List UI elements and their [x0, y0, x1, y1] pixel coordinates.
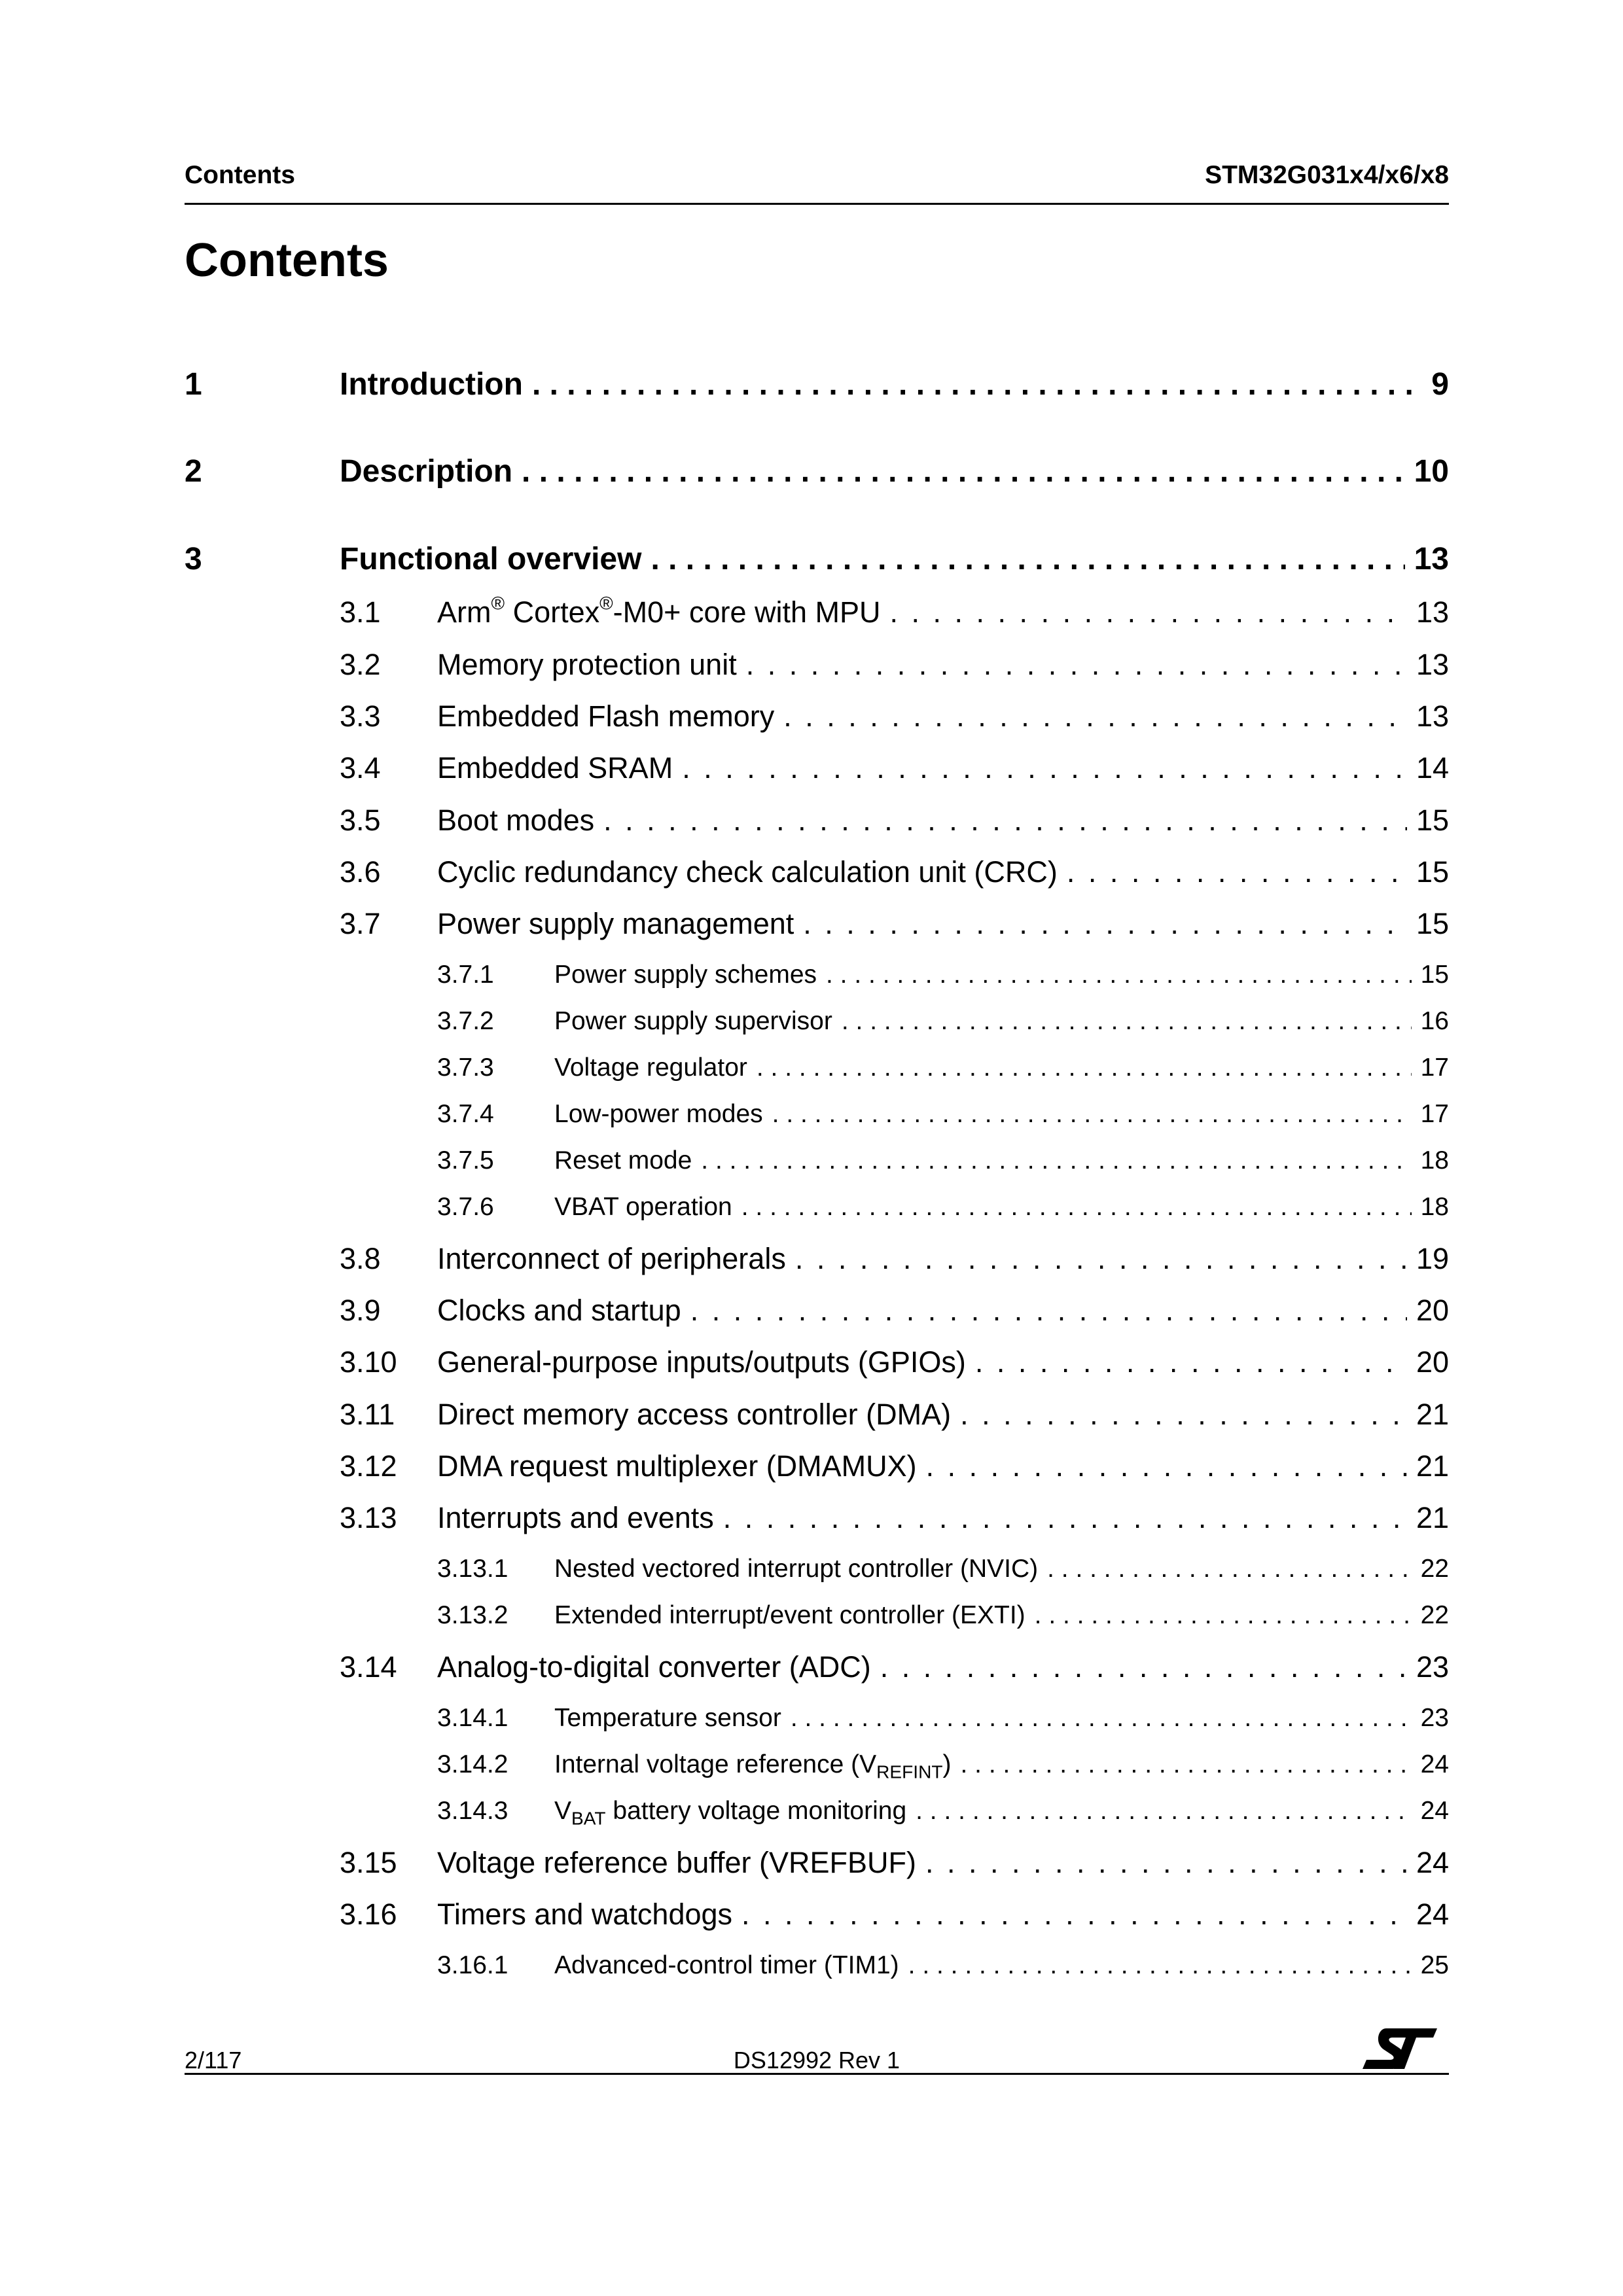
header-section: Contents [185, 161, 295, 189]
toc-leader [880, 1650, 1407, 1684]
toc-page: 16 [1420, 1007, 1449, 1035]
toc-page: 24 [1416, 1898, 1449, 1931]
toc-leader [723, 1501, 1407, 1535]
toc-label: DMA request multiplexer (DMAMUX) [437, 1449, 917, 1483]
toc-leader [925, 1846, 1407, 1880]
toc-label: Interrupts and events [437, 1501, 714, 1534]
toc-label: Clocks and startup [437, 1294, 681, 1327]
toc-leader [783, 699, 1407, 733]
toc-page: 22 [1420, 1601, 1449, 1629]
toc-label: General-purpose inputs/outputs (GPIOs) [437, 1345, 966, 1379]
toc-page: 13 [1416, 699, 1449, 733]
toc-label: $V_{BAT}$ battery voltage monitoring [554, 1797, 916, 1826]
toc-page: 23 [1416, 1650, 1449, 1684]
toc-number: 3.7.2 [437, 1007, 494, 1035]
toc-label: Functional overview [340, 542, 642, 576]
toc-leader [701, 1146, 1411, 1175]
toc-number: 3.7 [340, 907, 381, 940]
toc-number: 3.7.1 [437, 961, 494, 989]
toc-number: 1 [185, 367, 202, 402]
toc-number: 3.7.4 [437, 1100, 494, 1128]
toc-number: 3.14 [340, 1650, 397, 1684]
toc-number: 3.14.3 [437, 1797, 508, 1825]
toc-leader [603, 804, 1407, 838]
toc-page: 13 [1416, 648, 1449, 681]
footer-doc-id: DS12992 Rev 1 [733, 2047, 901, 2074]
toc-page: 10 [1414, 454, 1449, 489]
toc-number: 3.7.3 [437, 1053, 494, 1082]
toc-leader [890, 595, 1407, 629]
st-logo-icon [1360, 2026, 1441, 2072]
toc-label: Arm® Cortex®-M0+ core with MPU [437, 595, 890, 629]
toc-number: 3.4 [340, 751, 381, 785]
footer-page-number: 2/117 [185, 2047, 242, 2074]
toc-leader [842, 1007, 1412, 1036]
toc-number: 3.13.1 [437, 1555, 508, 1583]
toc-number: 3.7.5 [437, 1146, 494, 1174]
toc-label: Cyclic redundancy check calculation unit (CRC) [437, 855, 1058, 889]
page-footer [185, 2041, 1449, 2075]
toc-page: 17 [1420, 1100, 1449, 1128]
toc-page: 15 [1416, 907, 1449, 940]
toc-label: Timers and watchdogs [437, 1898, 733, 1931]
toc-leader [1067, 855, 1407, 889]
toc-number: 3.13.2 [437, 1601, 508, 1629]
toc-page: 21 [1416, 1449, 1449, 1483]
toc-number: 3.3 [340, 699, 381, 733]
toc-number: 2 [185, 454, 202, 489]
toc-page: 21 [1416, 1501, 1449, 1534]
toc-leader [795, 1242, 1407, 1276]
toc-number: 3.13 [340, 1501, 397, 1534]
toc-page: 24 [1420, 1750, 1449, 1778]
toc-number: 3.11 [340, 1398, 395, 1431]
toc-page: 13 [1416, 595, 1449, 629]
toc-label: Boot modes [437, 804, 595, 837]
registered-mark: ® [491, 595, 505, 614]
toc-leader [651, 541, 1404, 577]
toc-label: Memory protection unit [437, 648, 737, 681]
toc-label: Advanced-control timer (TIM1) [554, 1951, 899, 1979]
toc-label: Power supply supervisor [554, 1007, 832, 1035]
toc-page: 9 [1431, 367, 1449, 402]
toc-page: 15 [1420, 961, 1449, 989]
toc-label: Description [340, 454, 513, 489]
toc-leader [522, 453, 1405, 489]
toc-number: 3.7.6 [437, 1193, 494, 1221]
toc-leader [908, 1951, 1412, 1980]
toc-label: Nested vectored interrupt controller (NVIC) [554, 1555, 1039, 1583]
toc-page: 24 [1416, 1846, 1449, 1879]
toc-label: Voltage reference buffer (VREFBUF) [437, 1846, 916, 1879]
toc-leader [1047, 1555, 1411, 1583]
page-header [185, 157, 1449, 205]
page-title: Contents [185, 234, 389, 287]
toc-number: 3.10 [340, 1345, 397, 1379]
toc-label: Voltage regulator [554, 1053, 747, 1082]
toc-leader [772, 1100, 1412, 1129]
toc-label: Power supply schemes [554, 961, 817, 989]
toc-leader [746, 648, 1407, 682]
toc-page: 17 [1420, 1053, 1449, 1082]
toc-page: 18 [1420, 1146, 1449, 1174]
toc-page: 15 [1416, 855, 1449, 889]
toc-number: 3.14.1 [437, 1704, 508, 1732]
toc-number: 3.12 [340, 1449, 397, 1483]
toc-leader [757, 1053, 1412, 1082]
header-part-number: STM32G031x4/x6/x8 [1205, 161, 1449, 189]
toc-leader [916, 1797, 1411, 1826]
toc-label: Embedded SRAM [437, 751, 673, 785]
toc-number: 3.5 [340, 804, 381, 837]
toc-label: Direct memory access controller (DMA) [437, 1398, 952, 1431]
toc-page: 20 [1416, 1345, 1449, 1379]
toc-label: Low-power modes [554, 1100, 763, 1128]
toc-leader [975, 1345, 1407, 1379]
toc-leader [803, 907, 1407, 941]
toc-number: 3.1 [340, 595, 381, 629]
toc-number: 3.14.2 [437, 1750, 508, 1778]
toc-leader [791, 1704, 1412, 1733]
toc-label: Embedded Flash memory [437, 699, 775, 733]
registered-mark: ® [599, 595, 613, 614]
toc-leader [690, 1294, 1407, 1328]
toc-number: 3.2 [340, 648, 381, 681]
toc-label: Internal voltage reference $(V_{REFINT})$ [554, 1750, 961, 1779]
subscript-refint: REFINT [876, 1761, 943, 1779]
toc-leader [1035, 1601, 1412, 1630]
subscript-bat: BAT [571, 1808, 606, 1826]
toc-page: 19 [1416, 1242, 1449, 1275]
toc-leader [741, 1898, 1407, 1932]
toc-label: VBAT operation [554, 1193, 732, 1221]
toc-label: Interconnect of peripherals [437, 1242, 786, 1275]
toc-label: Extended interrupt/event controller (EXTI) [554, 1601, 1026, 1629]
toc-page: 14 [1416, 751, 1449, 785]
toc-number: 3.6 [340, 855, 381, 889]
toc-page: 13 [1414, 542, 1449, 576]
toc-page: 24 [1420, 1797, 1449, 1825]
toc-page: 18 [1420, 1193, 1449, 1221]
toc-label: Reset mode [554, 1146, 692, 1174]
toc-label: Introduction [340, 367, 523, 402]
toc-number: 3.9 [340, 1294, 381, 1327]
toc-page: 22 [1420, 1555, 1449, 1583]
toc-number: 3.15 [340, 1846, 397, 1879]
toc-number: 3.16.1 [437, 1951, 508, 1979]
toc-leader [961, 1750, 1412, 1779]
toc-page: 23 [1420, 1704, 1449, 1732]
toc-label: Temperature sensor [554, 1704, 781, 1732]
toc-leader [532, 366, 1422, 402]
toc-number: 3 [185, 542, 202, 576]
toc-page: 15 [1416, 804, 1449, 837]
toc-leader [826, 961, 1412, 989]
toc-number: 3.8 [340, 1242, 381, 1275]
toc-label: Analog-to-digital converter (ADC) [437, 1650, 871, 1684]
toc-label: Power supply management [437, 907, 794, 940]
toc-leader [741, 1193, 1412, 1222]
toc-leader [960, 1398, 1407, 1432]
toc-page: 25 [1420, 1951, 1449, 1979]
toc-leader [682, 751, 1407, 785]
toc-page: 20 [1416, 1294, 1449, 1327]
toc-number: 3.16 [340, 1898, 397, 1931]
toc-page: 21 [1416, 1398, 1449, 1431]
toc-leader [926, 1449, 1407, 1483]
